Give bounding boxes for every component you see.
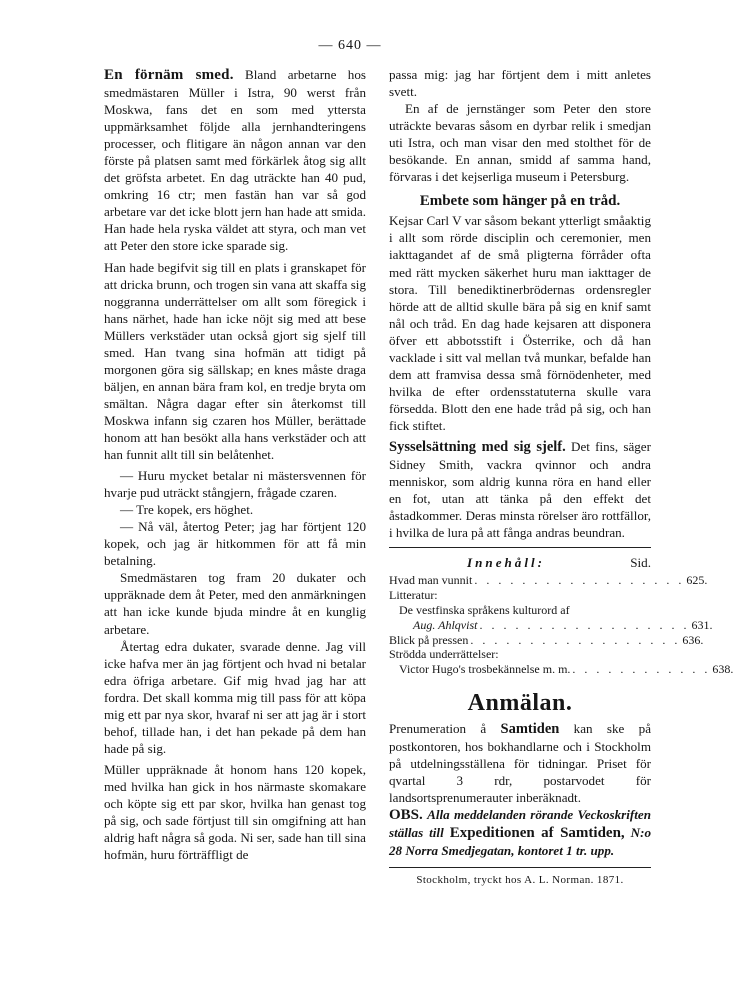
divider [389,867,651,868]
toc-leader: . . . . . . . . . . . . [572,662,711,677]
toc-title: Innehåll: [467,555,545,571]
toc-leader: . . . . . . . . . . . . . . . . . . [470,632,681,647]
article-paragraph: Återtag edra dukater, svarade denne. Jag vill icke hafva mer än jag förtjent och hvad ni betalar edra öfriga arbetare. Gif mig hvad jag har att fordra. Det skall komma mig till pass för att köpa mig ett par nya skor, hvaraf ni ser att jag är i stort behof, tillade han, i det han pekade på dem han hade på sig. [104,638,366,756]
toc-entry-label: Victor Hugo's trosbekännelse m. m. [399,662,571,677]
notice-obs [389,806,651,859]
toc-leader: . . . . . . . . . . . . . . . . . . [474,573,685,588]
toc-entry-page: 631. [691,617,713,632]
toc-entry-page: 636. [682,632,704,647]
toc-entry-page: 625. [686,573,708,588]
article-paragraph: passa mig: jag har förtjent dem i mitt anletes svett. [389,67,651,100]
notice-brand: Samtiden [500,720,560,737]
right-column [389,66,733,889]
article-paragraph: Müller uppräknade åt honom hans 120 kopek, med hvilka han gick in hos närmaste skomakare och köpte sig ett par skor, hvilka han genast tog på sig, och sade förtjust till sin omgifning att han aldrig haft några så goda. Ni ser, sade han till sina hofmän, huru förträffligt de [104,761,366,863]
article-title-embete: Embete som hänger på en tråd. [419,193,621,210]
divider [389,547,651,548]
toc-header [389,554,651,571]
toc-group-label: Litteratur: [389,588,438,603]
notice-text: kan ske på postkontoren, hos bokhandlarne och i Stockholm på utdelningsställena för tidningar. Priset för qvartal 3 rdr, postarvodet för landsortsprenumerauter inberäknadt. [389,720,652,806]
toc-page-column-label: Sid. [630,555,651,571]
article-en-fornam-smed [104,66,366,255]
article-paragraph: Smedmästaren tog fram 20 dukater och uppräknade dem åt Peter, med den anmärkningen att han icke kunde bjuda mindre åt en kunglig arbetare. [104,570,366,637]
obs-text: Alla meddelanden rörande Veckoskriften ställas till [389,807,651,841]
left-column [104,66,366,863]
dialogue-line: — Nå väl, återtog Peter; jag har förtjent 120 kopek, och jag är hitkommen för att få min betalning. [104,519,366,569]
page-number: — 640 — [318,38,382,53]
article-title-sysselsattning: Sysselsättning med sig sjelf. [389,438,566,455]
toc-entry [389,573,708,588]
toc-entry-page: 638. [712,662,733,677]
obs-label: OBS. [389,807,423,824]
toc-group-label: Strödda underrättelser: [389,647,499,662]
obs-expedition: Expeditionen af Samtiden, [449,825,625,842]
dialogue-line: — Tre kopek, ers höghet. [120,502,254,518]
toc-entry-label: Blick på pressen [389,632,469,647]
table-of-contents [389,554,733,677]
dialogue-line: — Huru mycket betalar ni mästersvennen för hvarje pud uträckt stångjern, frågade czaren. [104,468,366,501]
notice-body [389,720,651,806]
obs-address: N:o 28 Norra Smedjegatan, kontoret 1 tr. upp. [389,825,652,859]
article-paragraph: Det fins, säger Sidney Smith, vackra qvinnor och andra menniskor, som aldrig kunna röra en hand eller en fot, utan att tänka på den effekt det åstadkommer. Deras minsta rörelser äro rottfällor, i hvilka de lura på att fånga andras beundran. [389,438,651,541]
toc-entry [389,617,713,633]
article-paragraph: Han hade begifvit sig till en plats i granskapet för att dricka brunn, och trogen sin vana att skaffa sig noggranna underrättelser om allt som föregick i hans närhet, hade han icke nöjt sig med att bese Müllers verkstäder utan också gjort sig sjelf till smed. Han tvang sina hofmän att tidigt på morgonen göra sig sällskap; en knes måste draga bäljen, en annan bära fram kol, en tredje bryta om smältan. Några dagar efter sin återkomst till Moskwa infann sig czaren hos Müller, berättade honom att han besökt alla hans verkstäder och att han funnit allt till sin belåtenhet. [104,259,366,463]
article-title-fornam-smed: En förnäm smed. [104,67,234,83]
article-sysselsattning [389,438,651,541]
toc-entry [389,662,733,677]
toc-entry-label: Aug. Ahlqvist [413,617,478,632]
toc-leader: . . . . . . . . . . . . . . . . . . [479,617,690,632]
notice-text: Prenumeration å [389,720,487,736]
toc-entry [389,632,704,648]
imprint: Stockholm, tryckt hos A. L. Norman. 1871. [416,874,624,887]
article-paragraph: Bland arbetarne hos smedmästaren Müller i Istra, 90 werst från Moskwa, fans det en som med yttersta uppmärksamhet följde alla jernhandteringens processer, och flitigare än någon annan var den förste på platsen samt med förkärlek åtog sig allt det gröfsta arbetet. En dag uträckte han 40 pud, omkring 16 ctr; men fastän han var så god arbetare var det icke blott jern han hade att smida. Han hade hela ryska väldet att styra, och man vet att Peter den store icke sparade sig. [104,67,366,254]
notice-title: Anmälan. [467,689,573,716]
toc-entry-label: Hvad man vunnit [389,573,473,588]
toc-subentry: De vestfinska språkens kulturord af [399,602,570,617]
article-paragraph: Kejsar Carl V var såsom bekant ytterligt småaktig i allt som rörde disciplin och ceremonier, men iakttagandet af de små pligterna förråder ofta med rätt mycken säkerhet huru man iakttager de stora. Till benediktinerbrödernas ordensregler hörde att de alltid skulle bära på sig en knif samt nål och tråd. En dag hade kejsaren att disponera öfver ett abbotsstift i Österrike, och då han vacklade i sitt val mellan två munkar, befalde han dem att framvisa dessa små förnödenheter, med hvilka de efter ordensstatuterna skulle vara försedda. Blott den ene hade tråd på sig, och han fick stiftet. [389,213,651,433]
article-paragraph: En af de jernstänger som Peter den store uträckte bevaras såsom en dyrbar relik i smedjan uti Istra, och man visar den med stolthet för de besökande. En annan, smidd af samma hand, förvaras i det kejserliga museum i Petersburg. [389,101,651,185]
